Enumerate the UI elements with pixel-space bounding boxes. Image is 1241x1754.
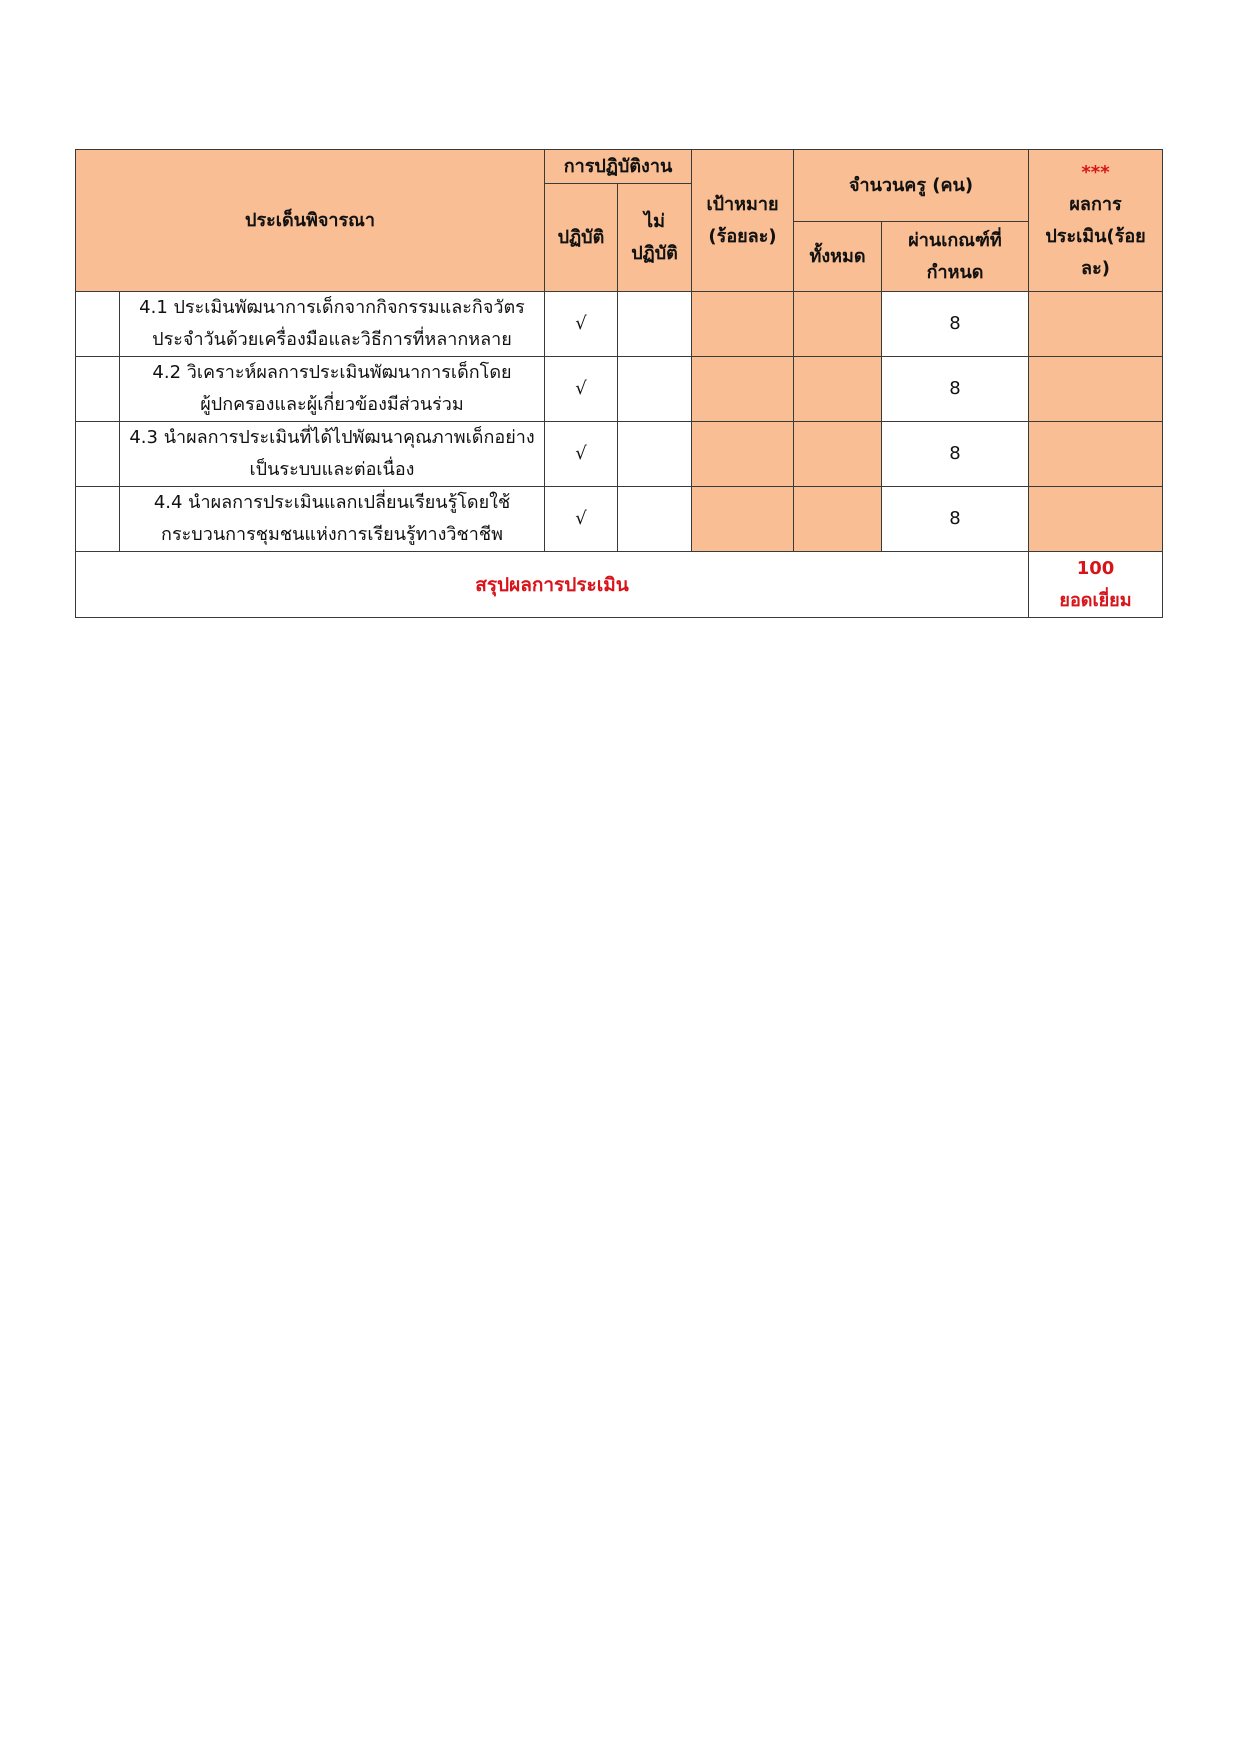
row-total [794,487,882,552]
row-topic-line1: 4.4 นำผลการประเมินแลกเปลี่ยนเรียนรู้โดยใช้ [153,492,511,513]
header-result-line2: ประเมิน(ร้อย [1045,225,1146,247]
row-target [692,487,794,552]
row-passed: 8 [882,357,1029,422]
row-practice-mark: √ [545,487,618,552]
summary-row [76,552,1163,618]
header-passed [882,222,1029,292]
row-practice-not [618,292,692,357]
row-result [1029,357,1163,422]
summary-label: สรุปผลการประเมิน [76,552,1029,618]
header-practice-group [545,150,692,184]
row-topic [120,292,545,357]
row-target [692,357,794,422]
row-topic-line1: 4.3 นำผลการประเมินที่ได้ไปพัฒนาคุณภาพเด็กอย่าง [129,427,535,448]
header-teacher-count-label: จำนวนครู (คน) [848,174,974,196]
row-passed: 8 [882,292,1029,357]
row-target [692,422,794,487]
header-teacher-count [794,150,1029,222]
header-topic-label: ประเด็นพิจารณา [245,209,375,231]
table-row [76,292,1163,357]
header-total [794,222,882,292]
row-passed: 8 [882,422,1029,487]
row-blank-cell [76,422,120,487]
row-topic-line1: 4.2 วิเคราะห์ผลการประเมินพัฒนาการเด็กโดย [152,362,512,383]
table-row [76,487,1163,552]
header-practice-group-label: การปฏิบัติงาน [563,155,673,177]
row-topic [120,422,545,487]
header-practice-not-line1: ไม่ [644,210,665,232]
row-practice-not [618,357,692,422]
row-practice-mark: √ [545,422,618,487]
row-blank-cell [76,357,120,422]
header-total-label: ทั้งหมด [809,245,866,267]
row-blank-cell [76,292,120,357]
table-row [76,357,1163,422]
row-topic-line2: เป็นระบบและต่อเนื่อง [249,459,415,480]
row-topic-line2: ประจำวันด้วยเครื่องมือและวิธีการที่หลากหลาย [152,329,512,350]
row-target [692,292,794,357]
header-practice-done [545,184,618,292]
row-result [1029,422,1163,487]
header-result-marker: *** [1081,161,1110,183]
header-result-line3: ละ) [1081,257,1110,279]
row-blank-cell [76,487,120,552]
row-topic-line2: กระบวนการชุมชนแห่งการเรียนรู้ทางวิชาชีพ [161,524,503,545]
header-target-line2: (ร้อยละ) [708,225,777,247]
row-topic-line2: ผู้ปกครองและผู้เกี่ยวข้องมีส่วนร่วม [200,394,464,415]
header-result [1029,150,1163,292]
table-row [76,422,1163,487]
row-total [794,357,882,422]
row-result [1029,292,1163,357]
row-practice-not [618,422,692,487]
header-practice-done-label: ปฏิบัติ [557,226,605,248]
summary-result [1029,552,1163,618]
header-practice-not-line2: ปฏิบัติ [631,242,678,264]
row-practice-mark: √ [545,292,618,357]
row-topic-line1: 4.1 ประเมินพัฒนาการเด็กจากกิจกรรมและกิจวัตร [139,297,525,318]
header-target [692,150,794,292]
row-topic [120,487,545,552]
row-practice-not [618,487,692,552]
header-passed-line1: ผ่านเกณฑ์ที่ [908,229,1002,251]
summary-rating: ยอดเยี่ยม [1059,589,1132,611]
header-topic [76,150,545,292]
row-practice-mark: √ [545,357,618,422]
header-practice-not [618,184,692,292]
header-passed-line2: กำหนด [926,261,984,283]
header-result-line1: ผลการ [1069,193,1122,215]
row-total [794,292,882,357]
row-passed: 8 [882,487,1029,552]
row-topic [120,357,545,422]
evaluation-table [75,149,1163,618]
row-result [1029,487,1163,552]
header-target-line1: เป้าหมาย [706,193,779,215]
row-total [794,422,882,487]
summary-score: 100 [1076,557,1115,579]
